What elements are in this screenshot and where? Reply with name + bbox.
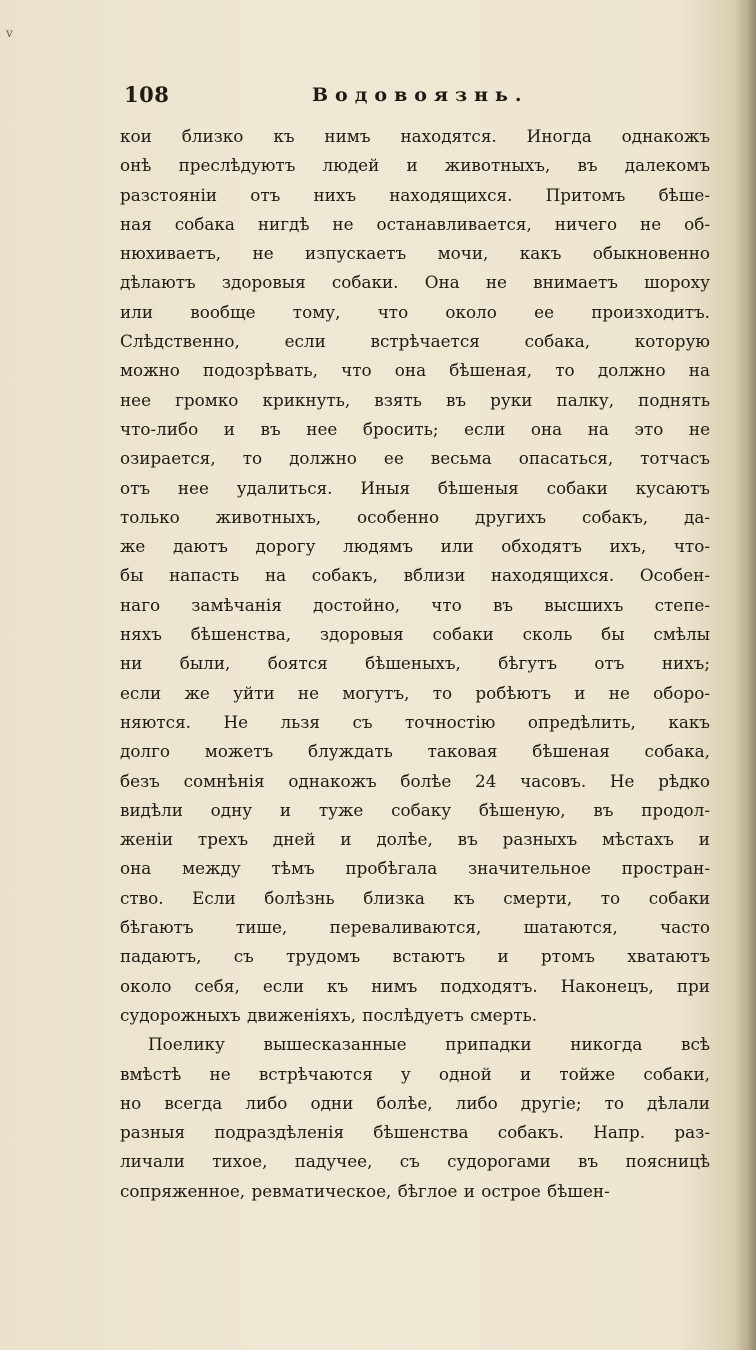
text-line: озирается, то должно ее весьма опасаться, тотчасъ xyxy=(120,448,710,469)
page-edge-shadow xyxy=(734,0,756,1350)
text-line: ство. Если болѣзнь близка къ смерти, то собаки xyxy=(120,887,710,908)
text-line: можно подозрѣвать, что она бѣшеная, то должно на xyxy=(120,360,710,381)
text-line: около себя, если къ нимъ подходятъ. Наконецъ, при xyxy=(120,975,710,996)
text-line: онѣ преслѣдуютъ людей и животныхъ, въ далекомъ xyxy=(120,155,710,176)
text-line: женіи трехъ дней и долѣе, въ разныхъ мѣстахъ и xyxy=(120,829,710,850)
text-line: но всегда либо одни болѣе, либо другіе; то дѣлали xyxy=(120,1092,710,1113)
body-text xyxy=(120,122,710,1206)
text-line: или вообще тому, что около ее произходитъ. xyxy=(120,301,710,322)
text-line: падаютъ, съ трудомъ встаютъ и ртомъ хватаютъ xyxy=(120,946,710,967)
text-line: дѣлаютъ здоровыя собаки. Она не внимаетъ шороху xyxy=(120,272,710,293)
text-line: сопряженное, ревматическое, бѣглое и острое бѣшен- xyxy=(120,1180,610,1201)
paragraph-2 xyxy=(120,1030,710,1206)
text-line: ни были, боятся бѣшеныхъ, бѣгутъ отъ нихъ; xyxy=(120,653,710,674)
text-line: судорожныхъ движеніяхъ, послѣдуетъ смерть. xyxy=(120,1004,538,1025)
text-line: разстояніи отъ нихъ находящихся. Притомъ бѣше- xyxy=(120,184,710,205)
text-line: безъ сомнѣнія однакожъ болѣе 24 часовъ. Не рѣдко xyxy=(120,770,710,791)
text-line: отъ нее удалиться. Иныя бѣшеныя собаки кусаютъ xyxy=(120,477,710,498)
text-line: же даютъ дорогу людямъ или обходятъ ихъ, что- xyxy=(120,536,710,557)
text-line: долго можетъ блуждать таковая бѣшеная собака, xyxy=(120,741,710,762)
text-line: только животныхъ, особенно другихъ собакъ, да- xyxy=(120,506,710,527)
text-line: Поелику вышесказанные припадки никогда всѣ xyxy=(148,1034,710,1055)
text-line: что-либо и въ нее бросить; если она на это не xyxy=(120,418,710,439)
text-line: бы напасть на собакъ, вблизи находящихся. Особен- xyxy=(120,565,710,586)
text-line: кои близко къ нимъ находятся. Иногда однакожъ xyxy=(120,126,710,146)
text-line: ная собака нигдѣ не останавливается, ничего не об- xyxy=(120,213,710,234)
text-line: няхъ бѣшенства, здоровыя собаки сколь бы смѣлы xyxy=(120,624,710,645)
corner-mark: ⅴ xyxy=(6,26,13,40)
page-number: 108 xyxy=(124,82,170,107)
text-line: разныя подраздѣленія бѣшенства собакъ. Напр. раз- xyxy=(120,1122,710,1143)
text-line: бѣгаютъ тише, переваливаются, шатаются, часто xyxy=(120,917,710,938)
text-line: нее громко крикнуть, взять въ руки палку, поднять xyxy=(120,389,710,410)
text-line: видѣли одну и туже собаку бѣшеную, въ продол- xyxy=(120,799,710,820)
text-line: няются. Не льзя съ точностію опредѣлить, какъ xyxy=(120,711,710,732)
running-head: Водовоязнь. xyxy=(312,84,529,106)
text-line: личали тихое, падучее, съ судорогами въ поясницѣ xyxy=(120,1151,710,1172)
page-header xyxy=(116,82,716,110)
text-line: Слѣдственно, если встрѣчается собака, которую xyxy=(120,331,710,352)
text-line: если же уйти не могутъ, то робѣютъ и не оборо- xyxy=(120,682,710,703)
paragraph-1 xyxy=(120,122,710,1030)
text-line: нюхиваетъ, не изпускаетъ мочи, какъ обыкновенно xyxy=(120,243,710,264)
text-line: наго замѣчанія достойно, что въ высшихъ степе- xyxy=(120,594,710,615)
text-line: она между тѣмъ пробѣгала значительное простран- xyxy=(120,858,710,879)
text-line: вмѣстѣ не встрѣчаются у одной и тойже собаки, xyxy=(120,1063,710,1084)
